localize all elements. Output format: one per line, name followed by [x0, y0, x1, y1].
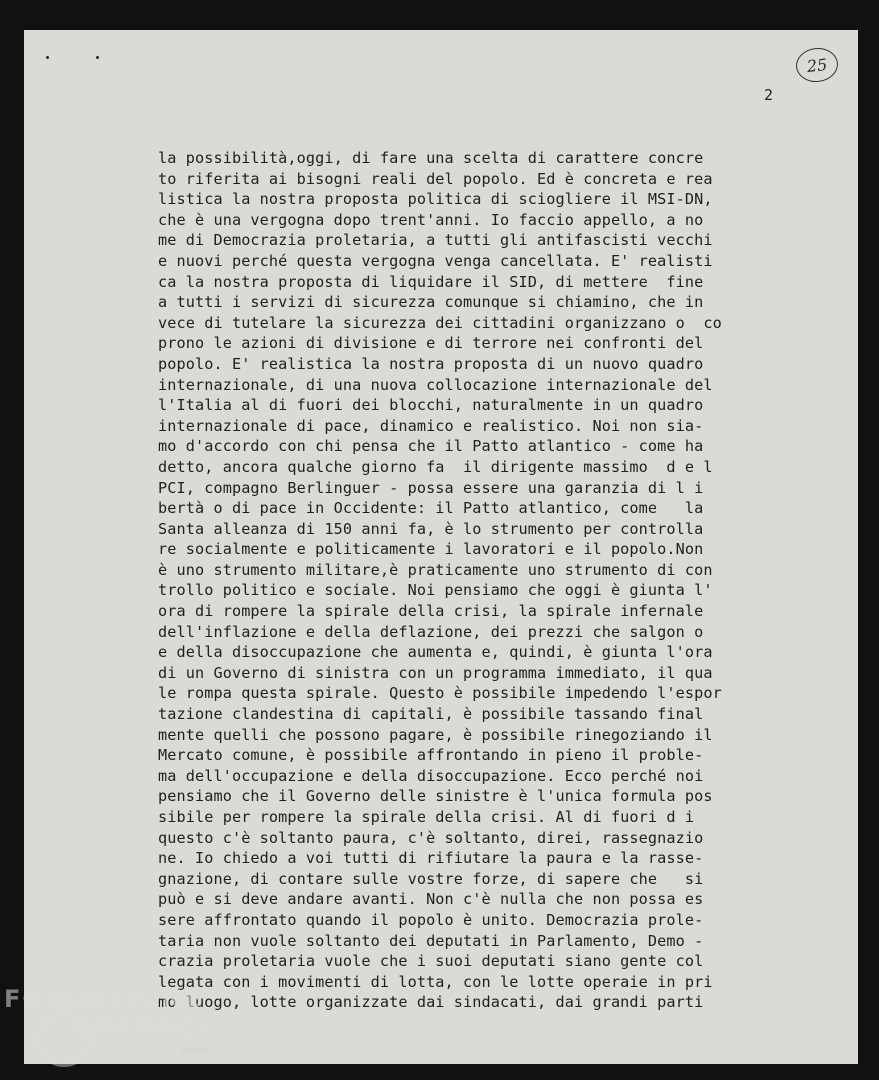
text-line: popolo. E' realistica la nostra proposta di un nuovo quadro: [158, 354, 704, 373]
punch-mark: [46, 56, 49, 59]
text-line: ora di rompere la spirale della crisi, la spirale infernale: [158, 602, 704, 621]
text-line: la possibilità,oggi, di fare una scelta di carattere concre: [158, 149, 704, 167]
text-line: internazionale, di una nuova collocazione internazionale del: [158, 375, 713, 394]
text-line: ma dell'occupazione e della disoccupazione. Ecco perché noi: [158, 766, 704, 785]
text-line: bertà o di pace in Occidente: il Patto atlantico, come la: [158, 499, 704, 518]
watermark-suffix: onlus: [180, 1045, 207, 1056]
text-line: to riferita ai bisogni reali del popolo. Ed è concreta e rea: [158, 169, 713, 188]
text-line: pensiamo che il Governo delle sinistre è l'unica formula pos: [158, 787, 713, 806]
fondazione-gramsci-watermark: [0, 985, 240, 1080]
text-line: che è una vergogna dopo trent'anni. Io faccio appello, a no: [158, 210, 704, 229]
text-line: mente quelli che possono pagare, è possibile rinegoziando il: [158, 725, 713, 744]
text-line: Mercato comune, è possibile affrontando in pieno il proble-: [158, 746, 704, 765]
text-line: crazia proletaria vuole che i suoi deputati siano gente col: [158, 952, 704, 971]
text-line: Santa alleanza di 150 anni fa, è lo strumento per controlla: [158, 519, 704, 538]
text-line: detto, ancora qualche giorno fa il dirigente massimo d e l: [158, 457, 713, 476]
text-line: ca la nostra proposta di liquidare il SID, di mettere fine: [158, 272, 704, 291]
text-line: gnazione, di contare sulle vostre forze, di sapere che si: [158, 869, 704, 888]
text-line: re socialmente e politicamente i lavoratori e il popolo.Non: [158, 540, 704, 559]
circled-page-number: 25: [794, 46, 839, 84]
text-line: può e si deve andare avanti. Non c'è nulla che non possa es: [158, 890, 704, 909]
page-number: 2: [764, 86, 774, 104]
text-line: vece di tutelare la sicurezza dei cittadini organizzano o co: [158, 313, 722, 332]
text-line: e della disoccupazione che aumenta e, quindi, è giunta l'ora: [158, 643, 713, 662]
text-line: sibile per rompere la spirale della crisi. Al di fuori d i: [158, 808, 695, 826]
text-line: sere affrontato quando il popolo è unito. Democrazia prole-: [158, 910, 704, 929]
text-line: e nuovi perché questa vergogna venga cancellata. E' realisti: [158, 251, 713, 270]
text-line: internazionale di pace, dinamico e realistico. Noi non sia-: [158, 416, 704, 435]
text-line: me di Democrazia proletaria, a tutti gli antifascisti vecchi: [158, 231, 713, 250]
text-line: mo luogo, lotte organizzate dai sindacati, dai grandi parti: [158, 993, 704, 1012]
document-page: [24, 30, 858, 1064]
text-line: mo d'accordo con chi pensa che il Patto atlantico - come ha: [158, 437, 704, 456]
text-line: prono le azioni di divisione e di terrore nei confronti del: [158, 334, 704, 353]
text-line: taria non vuole soltanto dei deputati in Parlamento, Demo -: [158, 931, 704, 950]
text-line: di un Governo di sinistra con un programma immediato, il qua: [158, 663, 713, 682]
text-line: l'Italia al di fuori dei blocchi, naturalmente in un quadro: [158, 396, 704, 415]
typewritten-body: [158, 148, 788, 1013]
watermark-line1: FONDAZIONE: [4, 985, 203, 1013]
watermark-line2: GRAMSCI: [74, 1015, 208, 1041]
text-line: tazione clandestina di capitali, è possibile tassando final: [158, 705, 704, 724]
text-line: trollo politico e sociale. Noi pensiamo che oggi è giunta l': [158, 581, 713, 600]
text-line: a tutti i servizi di sicurezza comunque si chiamino, che in: [158, 293, 704, 312]
text-line: le rompa questa spirale. Questo è possibile impedendo l'espor: [158, 684, 722, 703]
punch-mark: [96, 56, 99, 59]
text-line: legata con i movimenti di lotta, con le lotte operaie in pri: [158, 972, 713, 991]
text-line: listica la nostra proposta politica di sciogliere il MSI-DN,: [158, 190, 713, 209]
text-line: questo c'è soltanto paura, c'è soltanto, direi, rassegnazio: [158, 828, 704, 847]
text-line: PCI, compagno Berlinguer - possa essere una garanzia di l i: [158, 478, 704, 497]
text-line: dell'inflazione e della deflazione, dei prezzi che salgon o: [158, 622, 704, 641]
text-line: ne. Io chiedo a voi tutti di rifiutare la paura e la rasse-: [158, 849, 704, 868]
text-line: è uno strumento militare,è praticamente uno strumento di con: [158, 560, 713, 579]
